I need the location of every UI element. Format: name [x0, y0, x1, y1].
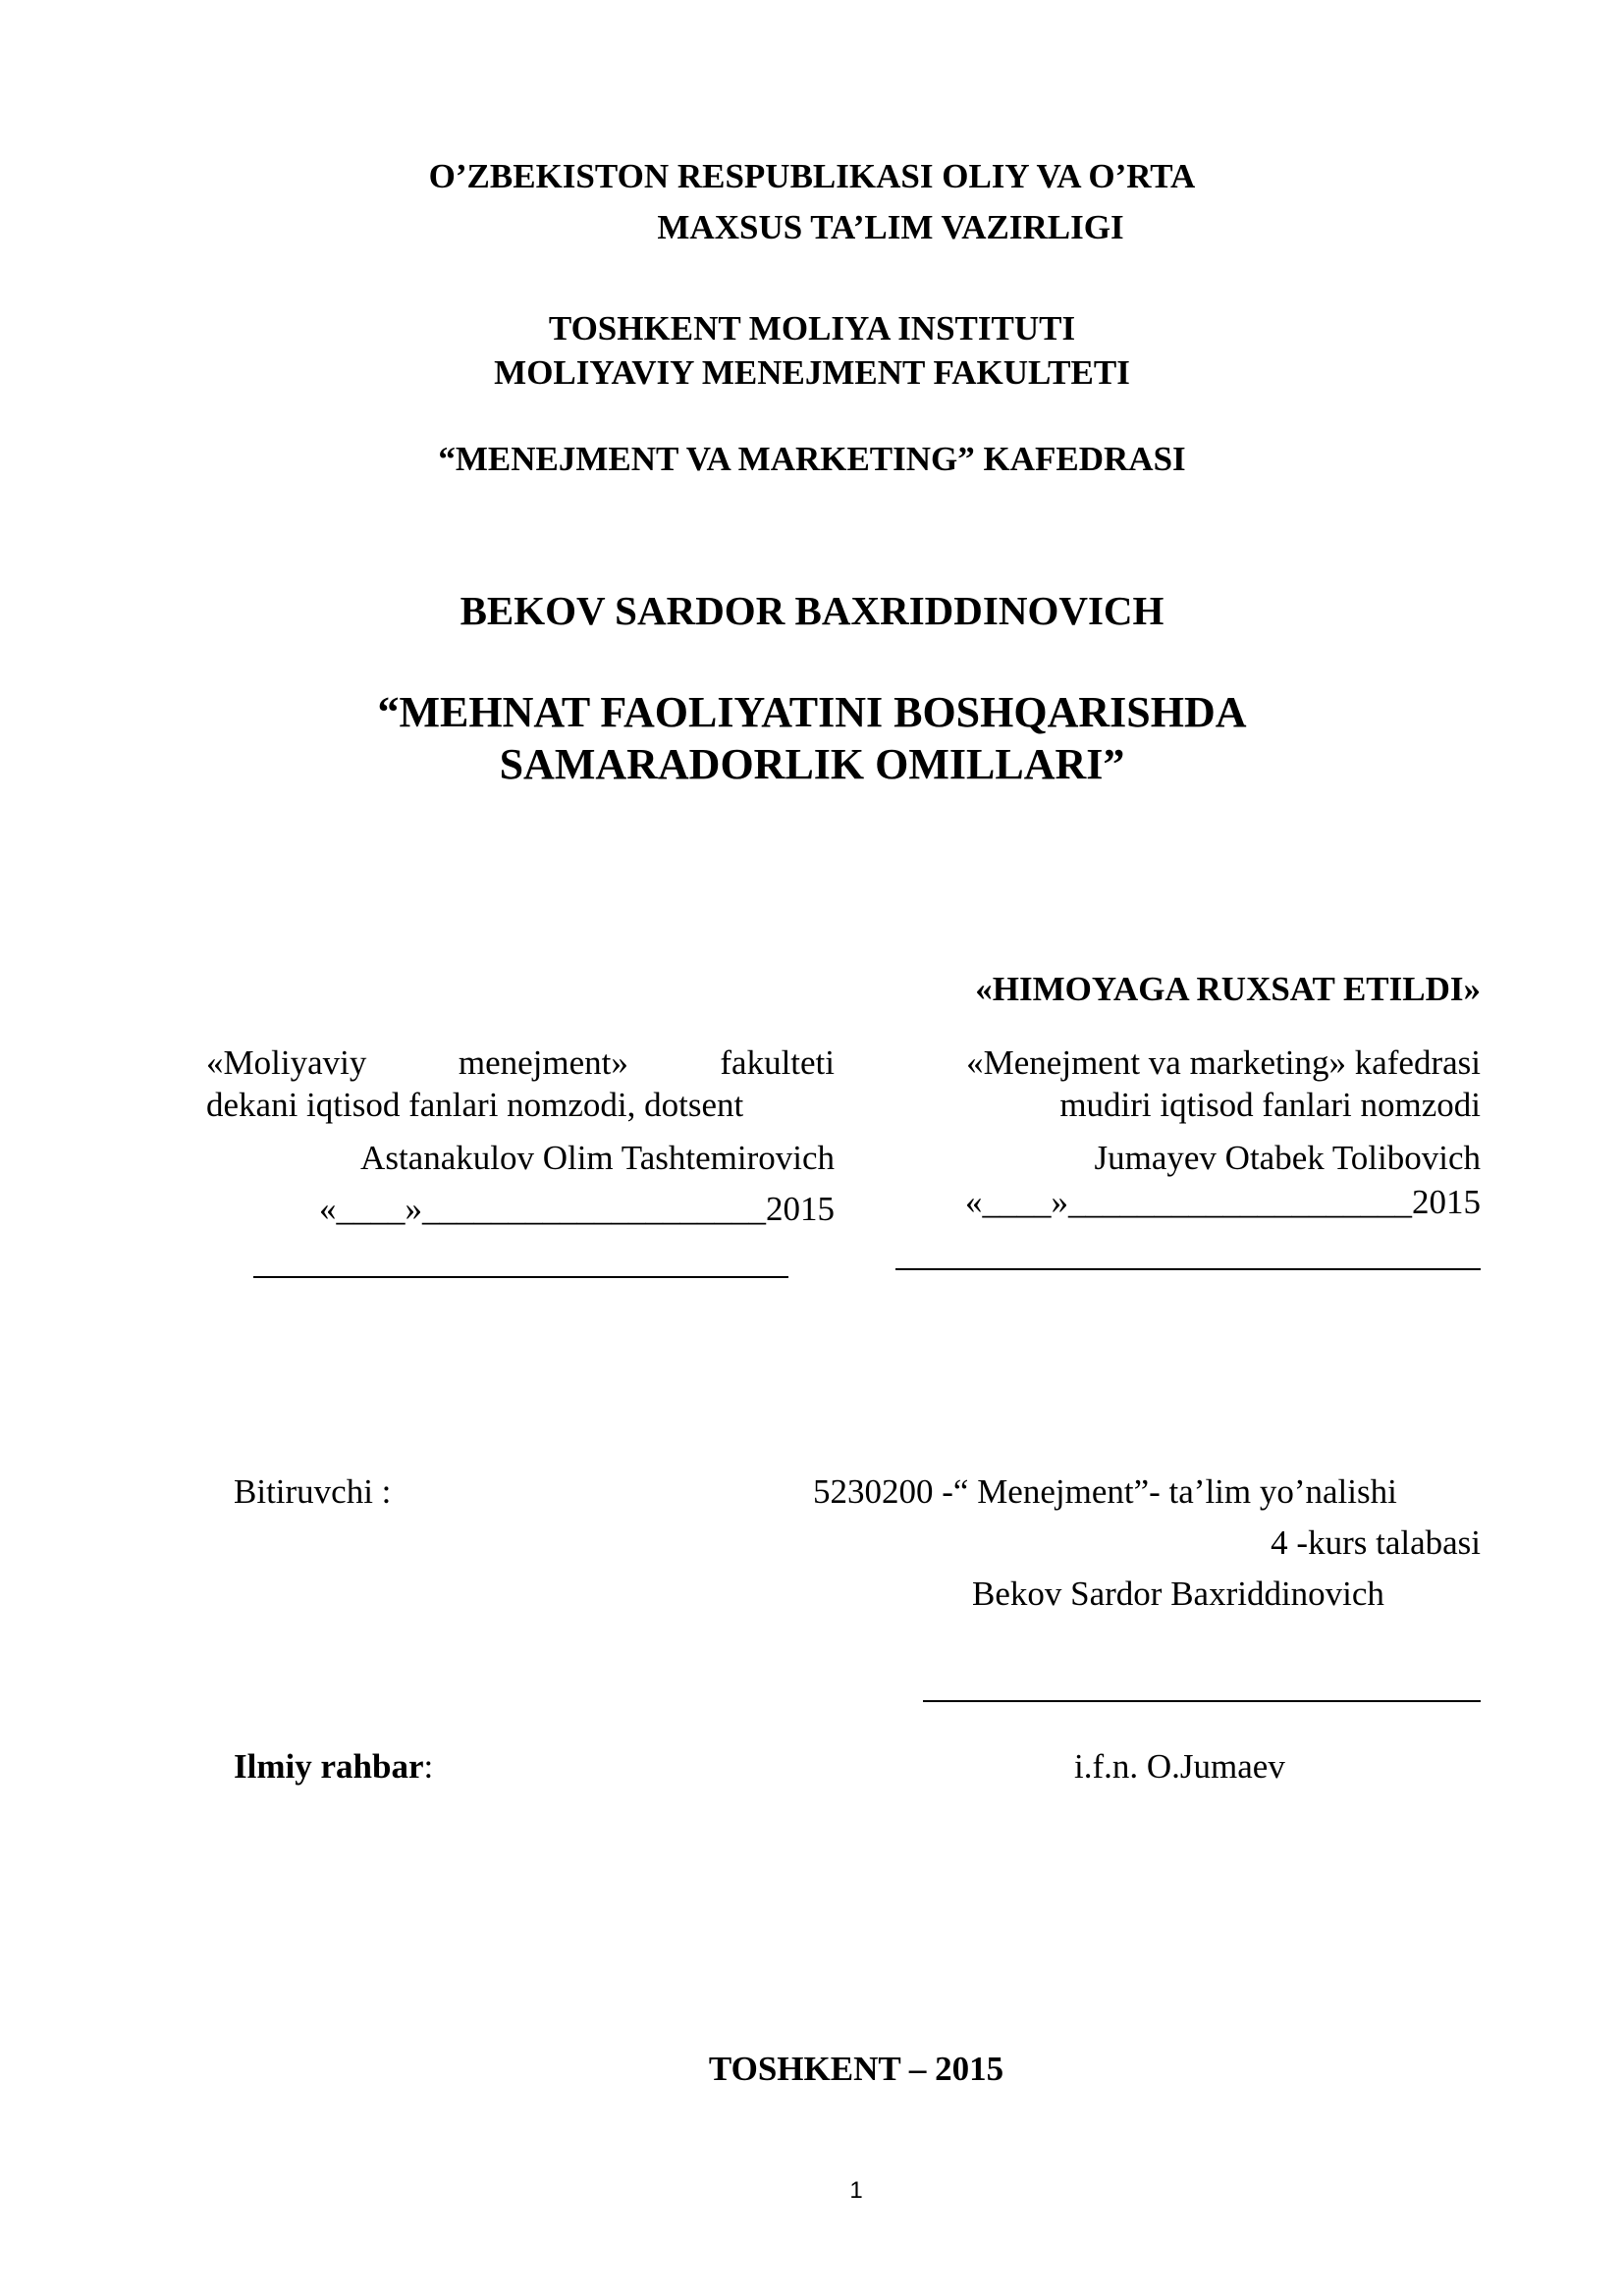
thesis-title-line-2: SAMARADORLIK OMILLARI”: [499, 740, 1125, 788]
right-approval-line-1: «Menejment va marketing» kafedrasi: [966, 1043, 1481, 1082]
department-name: “MENEJMENT VA MARKETING” KAFEDRASI: [438, 440, 1186, 478]
right-approval-line-2: mudiri iqtisod fanlari nomzodi: [1059, 1086, 1481, 1124]
graduate-course: 4 -kurs talabasi: [1271, 1523, 1481, 1562]
right-signature-line: [895, 1268, 1481, 1270]
supervisor-colon: :: [423, 1747, 434, 1786]
left-approval-word-3: fakulteti: [720, 1043, 835, 1082]
left-approval-word-1: «Moliyaviy: [206, 1043, 367, 1082]
approval-heading: «HIMOYAGA RUXSAT ETILDI»: [975, 970, 1481, 1008]
right-approver-name: Jumayev Otabek Tolibovich: [1094, 1139, 1481, 1177]
supervisor-label: Ilmiy rahbar: [234, 1747, 424, 1786]
graduate-label: Bitiruvchi :: [234, 1472, 392, 1511]
city-year: TOSHKENT – 2015: [708, 2050, 1004, 2088]
faculty-name: MOLIYAVIY MENEJMENT FAKULTETI: [494, 353, 1130, 392]
left-approver-name: Astanakulov Olim Tashtemirovich: [360, 1139, 835, 1177]
supervisor-label-group: [234, 1747, 433, 1787]
institute-name: TOSHKENT MOLIYA INSTITUTI: [548, 309, 1076, 347]
left-signature-line: [253, 1276, 788, 1278]
left-date-line: «____»____________________2015: [319, 1190, 835, 1228]
left-approval-line-2: dekani iqtisod fanlari nomzodi, dotsent: [206, 1086, 744, 1124]
supervisor-name: i.f.n. O.Jumaev: [1074, 1747, 1285, 1786]
graduate-name: Bekov Sardor Baxriddinovich: [972, 1575, 1384, 1613]
page-number: 1: [849, 2177, 863, 2204]
graduate-signature-line: [923, 1700, 1481, 1702]
left-approval-word-2: menejment»: [458, 1043, 628, 1082]
ministry-line-2: MAXSUS TA’LIM VAZIRLIGI: [657, 208, 1124, 246]
ministry-line-1: O’ZBEKISTON RESPUBLIKASI OLIY VA O’RTA: [428, 157, 1196, 195]
right-date-line: «____»____________________2015: [965, 1183, 1481, 1221]
graduate-program: 5230200 -“ Menejment”- ta’lim yo’nalishi: [813, 1472, 1397, 1511]
author-name: BEKOV SARDOR BAXRIDDINOVICH: [460, 588, 1164, 633]
left-approval-line-1: [206, 1043, 835, 1083]
thesis-title-line-1: “MEHNAT FAOLIYATINI BOSHQARISHDA: [377, 688, 1247, 736]
